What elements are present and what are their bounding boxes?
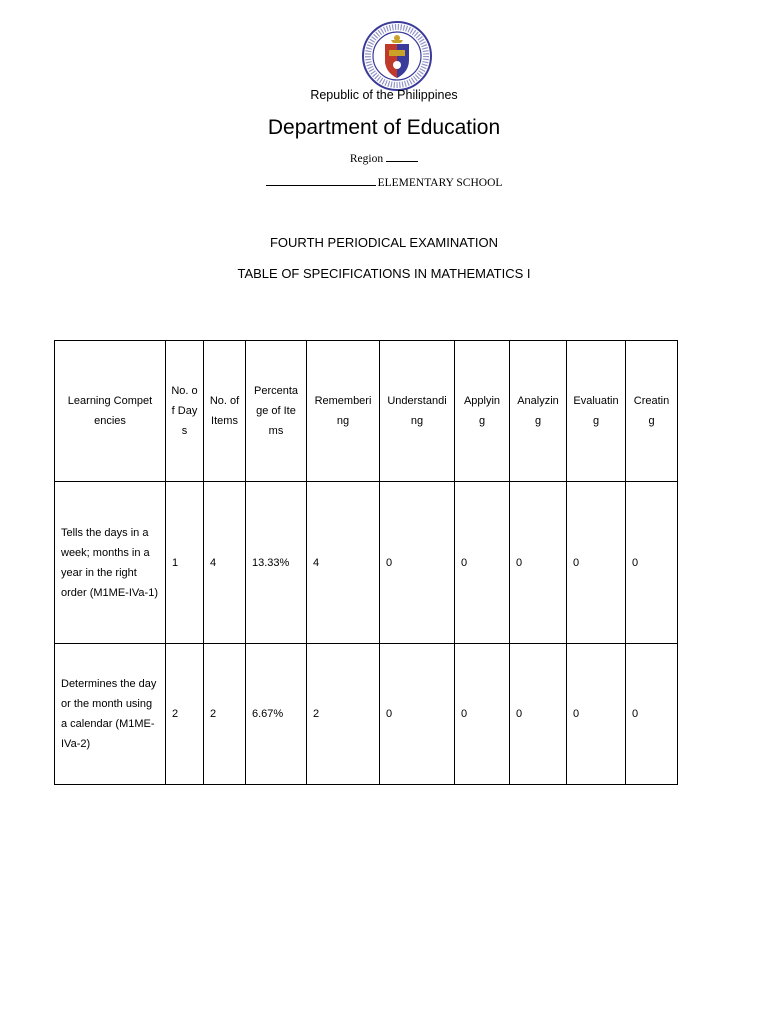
header-applying: Applying — [455, 341, 510, 482]
understanding-cell: 0 — [380, 482, 455, 644]
analyzing-cell: 0 — [510, 644, 567, 785]
header-remembering: Remembering — [307, 341, 380, 482]
republic-heading: Republic of the Philippines — [310, 88, 458, 102]
header-analyzing: Analyzing — [510, 341, 567, 482]
items-cell: 2 — [204, 644, 246, 785]
remembering-cell: 2 — [307, 644, 380, 785]
region-line — [0, 153, 768, 165]
days-cell: 2 — [166, 644, 204, 785]
applying-cell: 0 — [455, 482, 510, 644]
header-learning-competencies: Learning Competencies — [55, 341, 166, 482]
items-cell: 4 — [204, 482, 246, 644]
header-understanding: Understanding — [380, 341, 455, 482]
header-creating: Creating — [626, 341, 678, 482]
school-line — [0, 177, 768, 189]
school-label: ELEMENTARY SCHOOL — [377, 177, 503, 189]
specifications-table — [54, 340, 678, 785]
evaluating-cell: 0 — [567, 482, 626, 644]
school-blank — [266, 185, 376, 186]
header-no-of-days: No. of Days — [166, 341, 204, 482]
percentage-cell: 6.67% — [246, 644, 307, 785]
days-cell: 1 — [166, 482, 204, 644]
applying-cell: 0 — [455, 644, 510, 785]
evaluating-cell: 0 — [567, 644, 626, 785]
region-blank — [386, 161, 418, 162]
table-row — [55, 482, 678, 644]
header-evaluating: Evaluating — [567, 341, 626, 482]
remembering-cell: 4 — [307, 482, 380, 644]
competency-cell: Determines the day or the month using a calendar (M1ME-IVa-2) — [55, 644, 166, 785]
creating-cell: 0 — [626, 482, 678, 644]
analyzing-cell: 0 — [510, 482, 567, 644]
table-header-row — [55, 341, 678, 482]
deped-seal-logo — [361, 20, 433, 92]
header-percentage-of-items: Percentage of Items — [246, 341, 307, 482]
understanding-cell: 0 — [380, 644, 455, 785]
exam-title: FOURTH PERIODICAL EXAMINATION — [269, 235, 498, 250]
competency-cell: Tells the days in a week; months in a year in the right order (M1ME-IVa-1) — [55, 482, 166, 644]
creating-cell: 0 — [626, 644, 678, 785]
tos-title: TABLE OF SPECIFICATIONS IN MATHEMATICS I — [237, 266, 531, 281]
percentage-cell: 13.33% — [246, 482, 307, 644]
department-heading: Department of Education — [267, 116, 501, 139]
header-no-of-items: No. of Items — [204, 341, 246, 482]
table-row — [55, 644, 678, 785]
region-label: Region — [349, 153, 384, 165]
